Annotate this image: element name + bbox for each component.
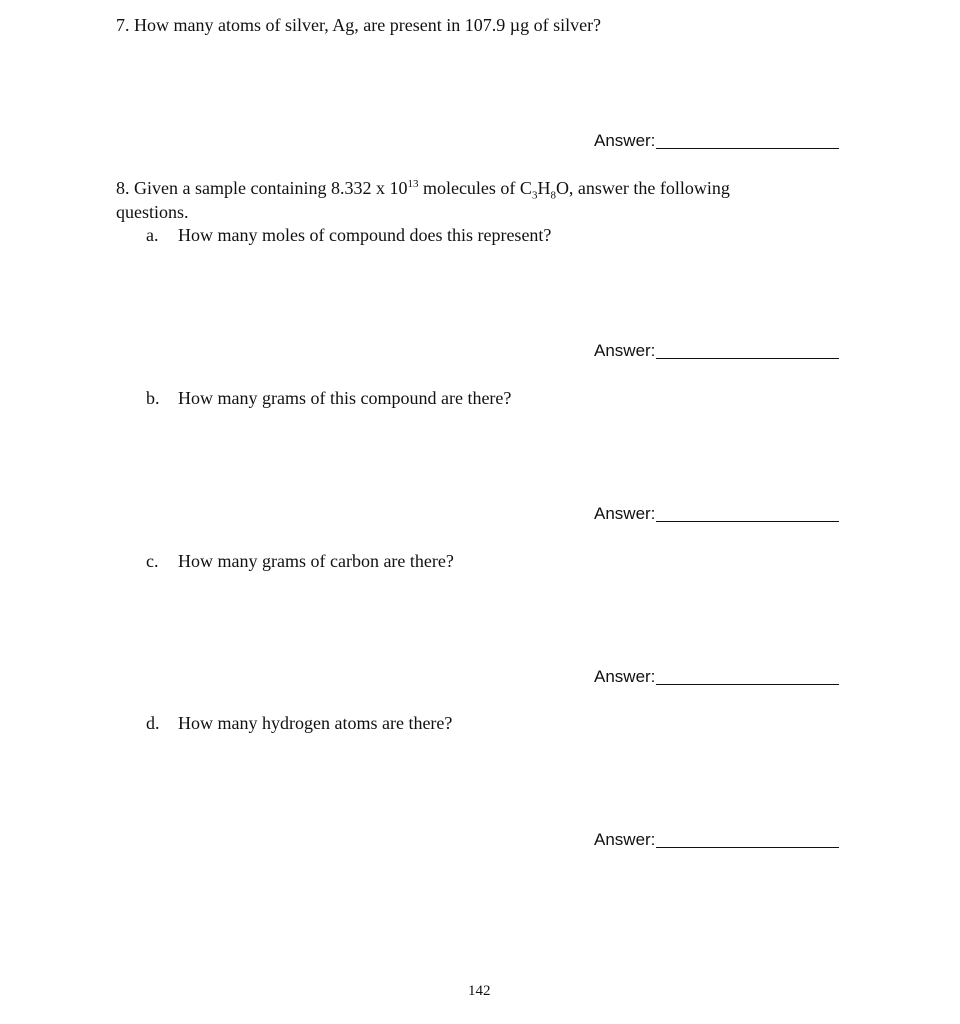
- answer-blank[interactable]: [656, 357, 839, 359]
- question-8d-answer: [594, 829, 839, 851]
- part-letter: d.: [146, 713, 160, 733]
- question-8-intro-text-2: molecules of C: [418, 178, 532, 198]
- question-7: [116, 14, 601, 37]
- question-8-intro-line-2-text: questions.: [116, 202, 189, 222]
- question-7-text: 7. How many atoms of silver, Ag, are present in 107.9 µg of silver?: [116, 15, 602, 35]
- question-8d: [146, 712, 452, 735]
- page-number: 142: [468, 983, 491, 999]
- question-8a: [146, 224, 551, 247]
- part-letter: c.: [146, 551, 159, 571]
- answer-blank[interactable]: [656, 846, 839, 848]
- question-8c: [146, 550, 454, 573]
- answer-label: Answer:: [594, 830, 656, 849]
- question-8-intro-text: 8. Given a sample containing 8.332 x 10: [116, 178, 408, 198]
- part-text: How many moles of compound does this represent?: [178, 225, 552, 245]
- question-8-intro: [116, 177, 730, 200]
- question-8c-answer: [594, 666, 839, 688]
- answer-label: Answer:: [594, 667, 656, 686]
- answer-label: Answer:: [594, 341, 656, 360]
- answer-blank[interactable]: [656, 520, 839, 522]
- exponent: 13: [407, 178, 419, 190]
- question-7-answer: [594, 130, 839, 152]
- part-text: How many grams of this compound are there?: [178, 388, 512, 408]
- answer-label: Answer:: [594, 131, 656, 150]
- part-letter: b.: [146, 388, 160, 408]
- answer-label: Answer:: [594, 504, 656, 523]
- question-8a-answer: [594, 340, 839, 362]
- part-text: How many hydrogen atoms are there?: [178, 713, 453, 733]
- hydrogen-symbol: H: [537, 178, 551, 198]
- question-8b: [146, 387, 511, 410]
- hydrogen-subscript: 8: [550, 189, 556, 202]
- question-8-intro-line-2: [116, 201, 189, 224]
- carbon-subscript: 3: [531, 189, 538, 202]
- question-8b-answer: [594, 503, 839, 525]
- part-letter: a.: [146, 225, 159, 245]
- answer-blank[interactable]: [656, 683, 839, 685]
- part-text: How many grams of carbon are there?: [178, 551, 454, 571]
- question-8-intro-text-3: O, answer the following: [555, 178, 730, 198]
- answer-blank[interactable]: [656, 147, 839, 149]
